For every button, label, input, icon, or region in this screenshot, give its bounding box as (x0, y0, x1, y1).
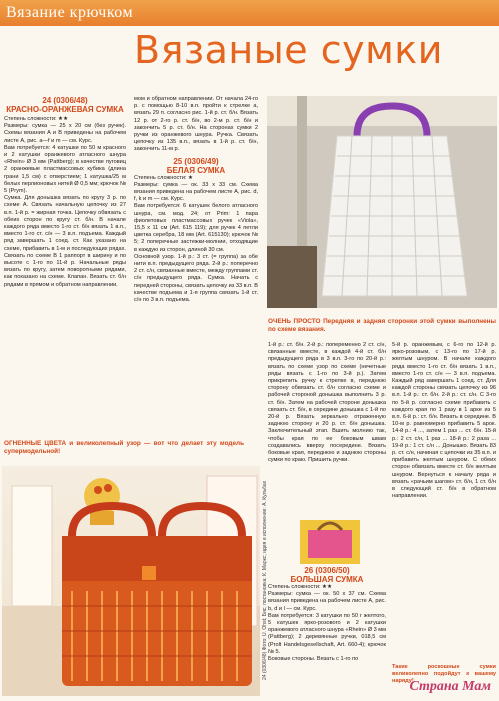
bag-photo-small (300, 520, 360, 564)
handbag-photo (2, 466, 260, 696)
difficulty: Степень сложности: ★ (134, 174, 194, 181)
orange-bag-illustration (2, 466, 260, 696)
footer-note: Такие роскошные сумки великолепно подойдут к вашему наряду! (392, 664, 496, 684)
instructions-text: мом и обратном направлении. От начала 24-го р. с помощью 8-10 в.п. пройти к стрелке а, вязать 29 п. согласно рис. 1-й р. ст. б/н. Вязать 12 р. от 2-го р. ст. б/н, во 2-м р. ст. б/н и закончить 5 р. ст. б/н. На сторонах сумки 2 ручки из оранжевого шнура. Ручка. Связать цепочку из 135 в.п., вязать в 1-й р. ст. б/н, закончить 11-м р. (134, 96, 258, 153)
bag-number: 26 (0306/50) (304, 566, 350, 575)
bag-number: 24 (0306/48) (42, 96, 88, 105)
section-label: Вязание крючком (6, 4, 134, 21)
difficulty: Степень сложности: ★★ (4, 116, 69, 122)
white-bag-photo (267, 96, 497, 308)
materials-text: Вам потребуется: 3 катушки по 50 г желтого, 5 катушек ярко-розового и 2 катушки оранжевого атласного шнура «Rhein» Ø 3 мм (Pattberg); 2 деревянные ручки, 018,5 см (Prolt Handelsgesellschaft, Art. 660-4); крючок № 5. (268, 612, 386, 655)
materials-text: Вам потребуется: 4 катушки по 50 м красного и 2 катушки оранжевого атласного шнура «Rhein» Ø 3 мм (Pattberg); в качестве пуговиц 2 оранжевые пластмассовых кубика (длина грани 1,5 см) с отверстием; 1 катушка/25 м белых перлионовых нитей Ø 0,5 мм; крючок № 5 (Prym). (4, 144, 126, 195)
photo-credits: 24 (0306/48) Фото: U. Ohst; Бис; постановка: К. Маркс; идея и исполнение: А. Кульбах (262, 480, 268, 680)
column-bag-24 (4, 96, 126, 436)
bag-name: БЕЛАЯ СУМКА (166, 165, 226, 175)
column-bag-25-continued (268, 342, 386, 518)
page-title: Вязаные сумки (134, 28, 443, 72)
bag-number: 25 (0306/49) (173, 156, 219, 166)
sizes-text: Размеры: сумка — 25 x 20 см (без ручек). Схемы вязания A и B приведены на рабочем листе A, рис. а—f и m — см. Курс. (4, 123, 126, 144)
column-bag-26 (268, 566, 386, 688)
instructions-text: 5-й р. оранжевым, с 6-го по 12-й р. ярко-розовым, с 13-го по 17-й р. желтым шнуром. В начале каждого ряда вместо 1-го ст. б/н вязать 1 в.п., вместо 1-го ст. с/н — 3 в.п. подъема. Каждый ряд завершать 1 соед. ст. Для каждой стороны связать цепочку из 96 в.п. 1-й р.: ст. б/н. 2-й р.: ст. с/н. С 3-го по 5-й р. согласно схеме прибавить с каждого края по 1 разу в 1 арке из 5 в.п. 6-й р.: ст. б/н. Вязать в середине. В 10-м р. равномерно прибавить 5 арок. 14-й р.: 4 ..., затем 1 раз ... ст. б/н. 15-й р.: 2 ст. с/н, 1 раз ... 18-й р.: 2 раза ... 19-й р.: 1 ст. с/н ... Донышко. Вязать 83 р. ст. с/н, начиная с цепочки из 35 в.п. и прибавить желтым шнуром. С обеих сторон обвязать вместе ст. б/н желтым шнуром. Вернуться к началу ряда и вязать «рачьим шагом» ст. б/н, 1 ст. б/н в следующий ст. б/н в обратном направлении. (392, 342, 496, 500)
white-bag-illustration (267, 96, 497, 308)
instructions-text: Сумка. Для донышка вязать по кругу 3 р. по схеме A. Связать начальную цепочку из 27 в.п. 1-й р. = жирная точка. Цепочку обвязать с обеих сторон по кругу ст. б/н. В начале каждого ряда вместо 1-го ст. б/н вязать 1 в.п., вместо 1-го ст. с/н — 3 в.п. подъема. Каждый ряд завершать 1 соед. ст. Как указано на схеме, прибавить в 1-м и последующих рядах. Связать по схеме В 1 раппорт в ширину и по высоте с 1-го по 11-й р. Начальные ряды вязать по кругу, затем поворотными рядами, как показано на схеме. Клапан. Вязать ст. б/н рядами в прямом и обратном направлении. (4, 195, 126, 288)
materials-text: Вам потребуется: 6 катушек белого атласного шнура, см. мод. 24; от Prim: 1 пара фиолетовых пластмассовых ручек «Viola», 15,5 x 11 см (Art. 615 119); для ручек 4 петли цветка серебра, 18 мм (Art. 615130); крючок № 5; 2 поперечные застежки-молнии, отходящие в каждую из сторон, длиной 30 см. (134, 203, 258, 253)
bag-name: БОЛЬШАЯ СУМКА (290, 575, 364, 584)
column-bag-26-continued (392, 342, 496, 662)
sides-text: Боковые стороны. Вязать с 1-го по (268, 656, 359, 663)
site-watermark: Страна Мам (409, 679, 491, 694)
column-bag-25 (134, 96, 258, 336)
photo-caption-2: ОЧЕНЬ ПРОСТО Передняя и задняя сторонки этой сумки выполнены по схеме вязания. (268, 318, 496, 333)
pattern-text: Основной узор. 1-й р.: 3 ст. (= группа) за обе нити в.п. предыдущего ряда. 2-й р.: поперечно 2 ст. с/н, связанные вместе, между группами ст. с/н предыдущего ряда. Сумка. Начать с передней стороны, связать цепочку из 33 в.п. В качестве подъема и 1-я группа связать 1-й ст. с/н по 3 в.п. подъема. (134, 253, 259, 304)
sizes-text: Размеры: сумка — ок. 50 x 37 см. Схема вязания приведена на рабочем листе А, рис. b, d и l — см. Курс. (268, 591, 386, 612)
yellow-bag-illustration (300, 520, 360, 564)
difficulty: Степень сложности: ★★ (268, 584, 333, 590)
bag-name: КРАСНО-ОРАНЖЕВАЯ СУМКА (6, 105, 124, 114)
instructions-text: 1-й р.: ст. б/н. 2-й р.: попеременно 2 ст. с/н, связанные вместе, в каждой 4-й ст. б/н предыдущего ряда в 3 в.п. 3-го по 20-й р.: вязать по схеме узор по схеме (нечетные ряды вязать с 1-го по 3-й р.). Затем прикрепить ручку к стрелке в, переднюю сторону обвязать ст. б/н согласно схеме и рабочей стороной донышка выполнить 3 р. ст. б/н. Затем на рабочей стороне донышка связать ст. б/н, в середине донышка с 1-й по 20-й р. Вязать зеркально отраженную заднюю сторону и 20 р. ст. б/н донышка. Заключительный этап. Вшить молнию так, чтобы края по ее боковым швам создавались вверху посередине. Вязать боковые края, переднюю и заднюю стороны сумки по краю. Пришить ручки. (268, 342, 386, 464)
sizes-text: Размеры: сумка — ок. 33 x 33 см. Схема вязания приведена на рабочем листе А, рис. d, f, k и m — см. Курс. (134, 181, 258, 203)
photo-caption-1: ОГНЕННЫЕ ЦВЕТА и великолепный узор — вот что делает эту модель супермодельной! (4, 440, 244, 455)
